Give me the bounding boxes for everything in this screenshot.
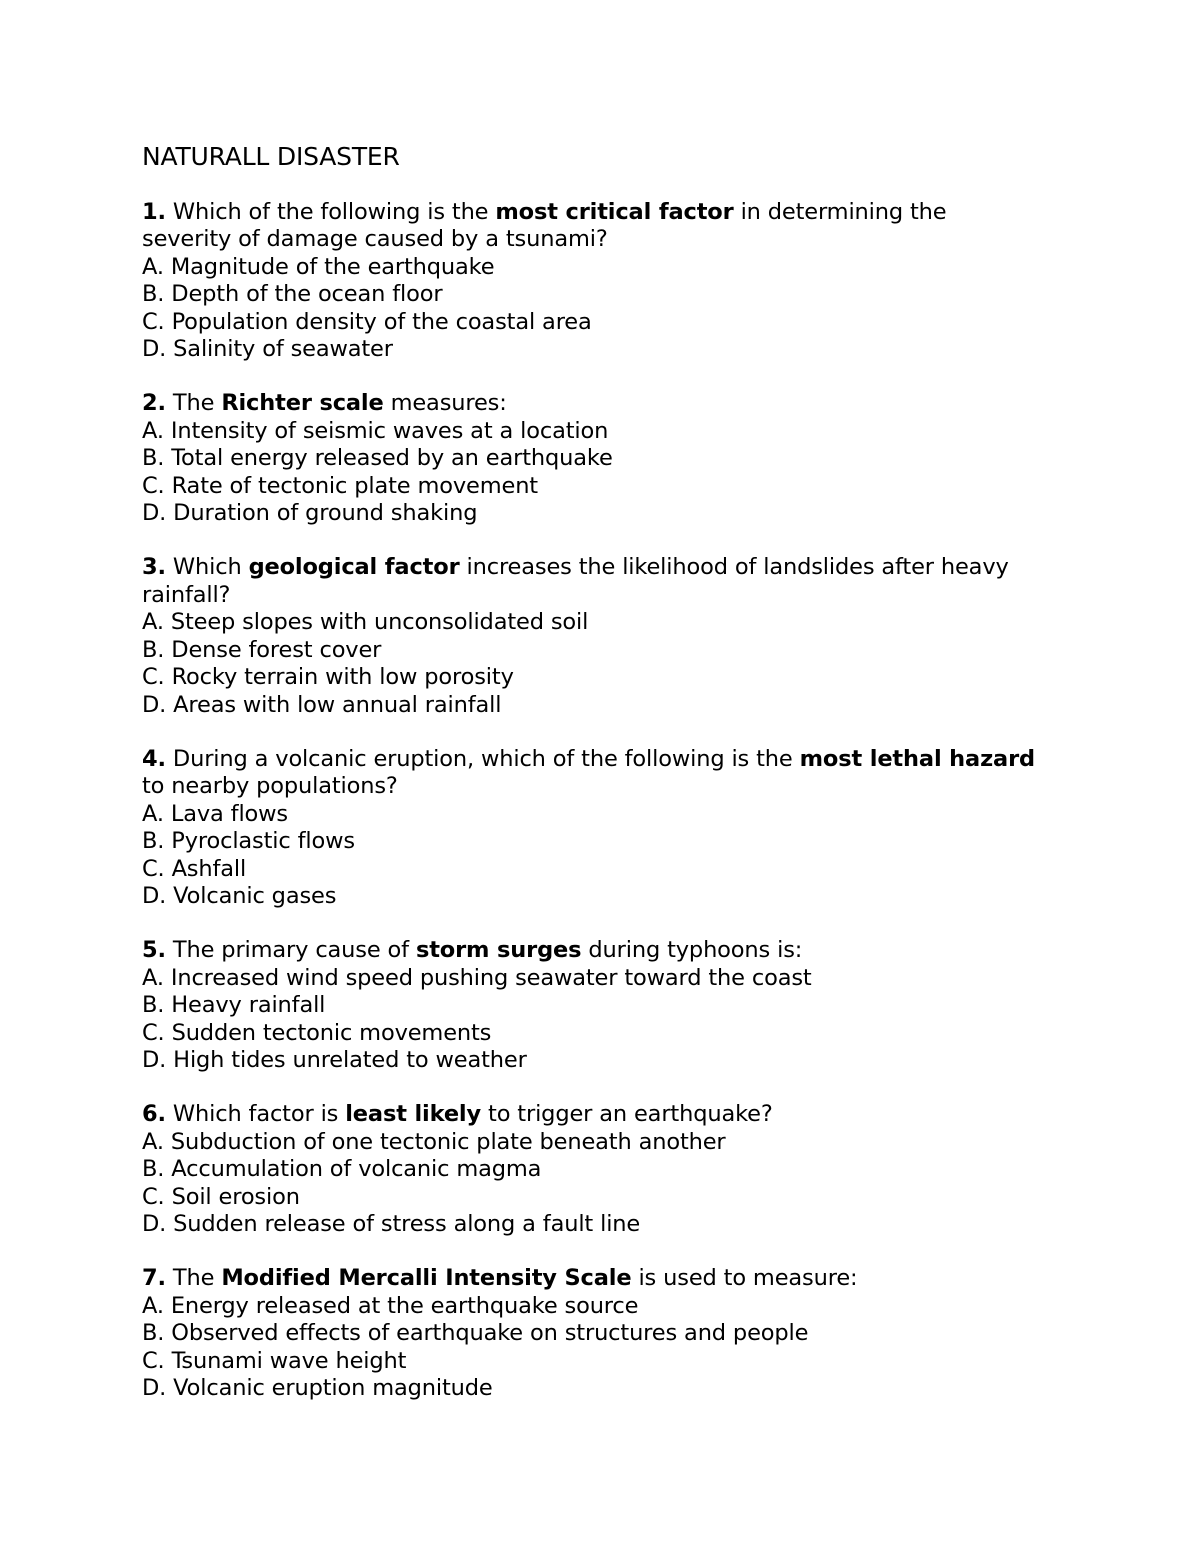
answer-option: C. Rate of tectonic plate movement <box>142 472 538 499</box>
question-emphasis: Richter scale <box>221 390 384 417</box>
answer-option: B. Accumulation of volcanic magma <box>142 1156 542 1183</box>
answer-option: B. Heavy rainfall <box>142 992 326 1019</box>
document-page <box>142 140 1042 1429</box>
question-stem <box>142 937 1042 964</box>
question-text: Which <box>165 554 249 581</box>
question-5 <box>142 937 1042 1074</box>
question-emphasis: most critical factor <box>495 199 734 225</box>
question-stem <box>142 746 1042 801</box>
answer-option: A. Subduction of one tectonic plate beneath another <box>142 1128 726 1155</box>
answer-option: D. Sudden release of stress along a fault line <box>142 1211 641 1237</box>
answer-option: D. Salinity of seawater <box>142 336 393 363</box>
answer-option: A. Intensity of seismic waves at a location <box>142 417 609 444</box>
question-stem <box>142 199 1042 254</box>
question-number: 3. <box>142 554 166 581</box>
question-text: increases the likelihood of landslides after heavy rainfall? <box>142 554 1009 608</box>
answer-option: C. Soil erosion <box>142 1183 300 1210</box>
question-number: 4. <box>142 745 166 772</box>
answer-option: B. Depth of the ocean floor <box>142 281 443 308</box>
question-text: measures: <box>383 390 507 417</box>
answer-option: C. Ashfall <box>142 855 247 882</box>
question-text: During a volcanic eruption, which of the following is the <box>165 745 800 772</box>
answer-option: D. Areas with low annual rainfall <box>142 691 502 718</box>
answer-option: D. Volcanic eruption magnitude <box>142 1375 493 1402</box>
question-text: during typhoons is: <box>581 937 803 964</box>
question-emphasis: Modified Mercalli Intensity Scale <box>221 1265 632 1292</box>
question-emphasis: storm surges <box>415 937 582 964</box>
answer-option: A. Magnitude of the earthquake <box>142 253 495 280</box>
question-text: The <box>165 1265 222 1292</box>
question-text: to trigger an earthquake? <box>481 1101 773 1128</box>
question-number: 7. <box>142 1265 166 1292</box>
question-number: 1. <box>142 199 166 225</box>
question-number: 6. <box>142 1101 166 1128</box>
answer-option: B. Observed effects of earthquake on structures and people <box>142 1320 809 1347</box>
question-text: Which of the following is the <box>165 199 496 225</box>
answer-option: B. Pyroclastic flows <box>142 828 355 855</box>
answer-option: D. Volcanic gases <box>142 882 337 909</box>
answer-option: A. Lava flows <box>142 800 288 827</box>
question-text: in determining the severity of damage caused by a tsunami? <box>142 199 947 253</box>
question-7 <box>142 1265 1042 1402</box>
answer-option: C. Sudden tectonic movements <box>142 1019 492 1046</box>
question-stem <box>142 390 1042 417</box>
document-title: NATURALL DISASTER <box>142 142 400 171</box>
question-emphasis: least likely <box>345 1101 482 1128</box>
question-stem <box>142 1101 1042 1128</box>
question-3 <box>142 554 1042 718</box>
answer-option: D. High tides unrelated to weather <box>142 1046 527 1073</box>
question-text: The <box>165 390 222 417</box>
answer-option: C. Tsunami wave height <box>142 1347 407 1374</box>
question-number: 2. <box>142 390 166 417</box>
question-4 <box>142 746 1042 910</box>
question-stem <box>142 1265 1042 1292</box>
question-text: The primary cause of <box>165 937 416 964</box>
question-text: Which factor is <box>165 1101 346 1128</box>
question-stem <box>142 554 1042 609</box>
answer-option: A. Increased wind speed pushing seawater toward the coast <box>142 964 812 991</box>
question-6 <box>142 1101 1042 1238</box>
question-emphasis: geological factor <box>248 554 460 581</box>
answer-option: D. Duration of ground shaking <box>142 500 478 527</box>
answer-option: A. Energy released at the earthquake source <box>142 1292 639 1319</box>
answer-option: A. Steep slopes with unconsolidated soil <box>142 609 589 636</box>
question-text: to nearby populations? <box>142 773 398 800</box>
answer-option: B. Total energy released by an earthquake <box>142 445 613 472</box>
question-list <box>142 199 1042 1402</box>
question-text: is used to measure: <box>631 1265 858 1292</box>
question-emphasis: most lethal hazard <box>799 745 1035 772</box>
answer-option: C. Population density of the coastal area <box>142 308 592 335</box>
question-number: 5. <box>142 937 166 964</box>
answer-option: B. Dense forest cover <box>142 636 382 663</box>
question-2 <box>142 390 1042 527</box>
answer-option: C. Rocky terrain with low porosity <box>142 664 514 691</box>
question-1 <box>142 199 1042 363</box>
